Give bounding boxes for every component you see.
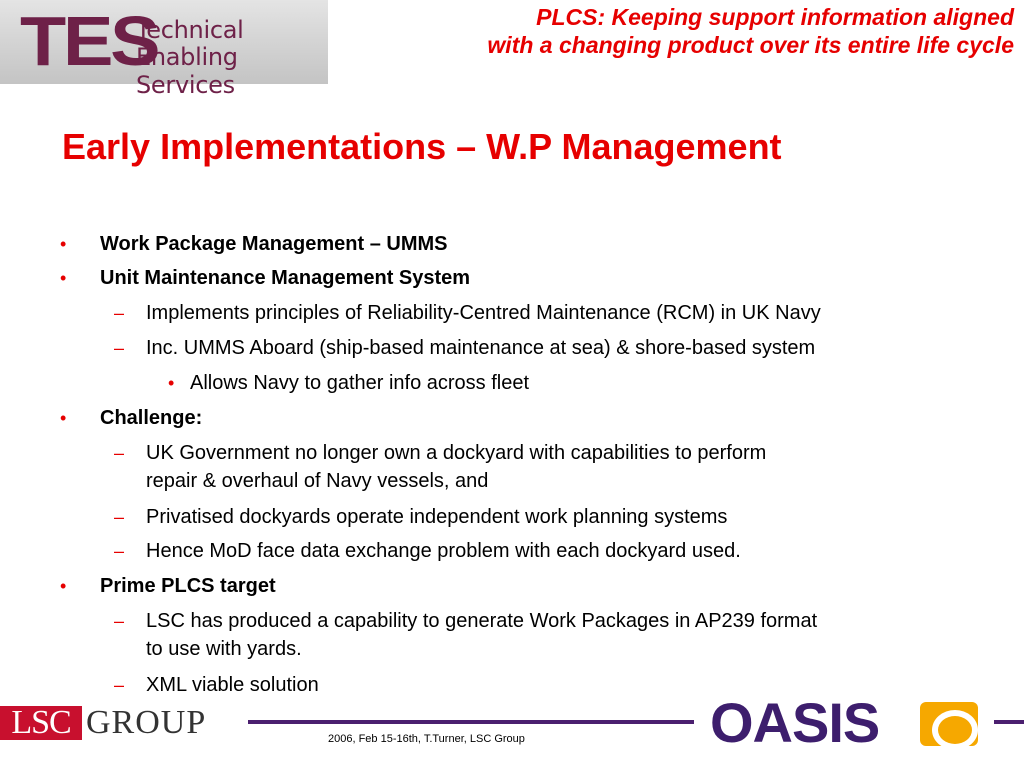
sub-bullet-item: Implements principles of Reliability-Centred Maintenance (RCM) in UK Navy bbox=[146, 302, 821, 324]
bullet-marker: • bbox=[168, 373, 175, 393]
sub-bullet-item: Hence MoD face data exchange problem with each dockyard used. bbox=[146, 540, 741, 562]
bullet-marker: • bbox=[60, 576, 67, 596]
sub-bullet-item-continued: repair & overhaul of Navy vessels, and bbox=[146, 470, 489, 492]
bullet-marker: • bbox=[60, 234, 67, 254]
bullet-item: Challenge: bbox=[100, 407, 203, 429]
footer-divider-right bbox=[994, 720, 1024, 724]
bullet-item: Unit Maintenance Management System bbox=[100, 267, 471, 289]
dash-marker: – bbox=[114, 338, 125, 358]
dash-marker: – bbox=[114, 611, 125, 631]
oasis-logo bbox=[710, 691, 980, 754]
header-title-line2: with a changing product over its entire life cycle bbox=[487, 32, 1014, 58]
header-title-line1: PLCS: Keeping support information aligned bbox=[536, 4, 1014, 30]
sub-sub-bullet-item: Allows Navy to gather info across fleet bbox=[190, 372, 530, 394]
dash-marker: – bbox=[114, 303, 125, 323]
footer-caption: 2006, Feb 15-16th, T.Turner, LSC Group bbox=[328, 733, 525, 745]
header-title bbox=[354, 3, 1014, 59]
dash-marker: – bbox=[114, 541, 125, 561]
sub-bullet-item: UK Government no longer own a dockyard with capabilities to perform bbox=[146, 442, 767, 464]
sub-bullet-item: Inc. UMMS Aboard (ship-based maintenance at sea) & shore-based system bbox=[146, 337, 816, 359]
bullet-marker: • bbox=[60, 268, 67, 288]
lsc-logo-box: LSC bbox=[0, 706, 82, 740]
oasis-logo-text: OASIS bbox=[710, 691, 880, 754]
tes-logo-mark: TES bbox=[20, 2, 158, 80]
dash-marker: – bbox=[114, 443, 125, 463]
oasis-logo-icon bbox=[920, 702, 978, 746]
tes-logo-line2: Enabling Services bbox=[136, 43, 238, 99]
tes-logo bbox=[0, 0, 328, 99]
bullet-item: Work Package Management – UMMS bbox=[100, 233, 448, 255]
tes-logo-line1: Technical bbox=[136, 16, 244, 44]
footer-divider-left bbox=[248, 720, 694, 724]
lsc-logo-group: GROUP bbox=[86, 704, 207, 741]
sub-bullet-item: XML viable solution bbox=[146, 674, 319, 696]
sub-bullet-item: Privatised dockyards operate independent work planning systems bbox=[146, 506, 728, 528]
dash-marker: – bbox=[114, 507, 125, 527]
lsc-group-logo bbox=[0, 706, 250, 740]
dash-marker: – bbox=[114, 675, 125, 695]
sub-bullet-item: LSC has produced a capability to generate Work Packages in AP239 format bbox=[146, 610, 818, 632]
sub-bullet-item-continued: to use with yards. bbox=[146, 638, 302, 660]
bullet-marker: • bbox=[60, 408, 67, 428]
slide-title: Early Implementations – W.P Management bbox=[62, 126, 782, 167]
bullet-item: Prime PLCS target bbox=[100, 575, 276, 597]
